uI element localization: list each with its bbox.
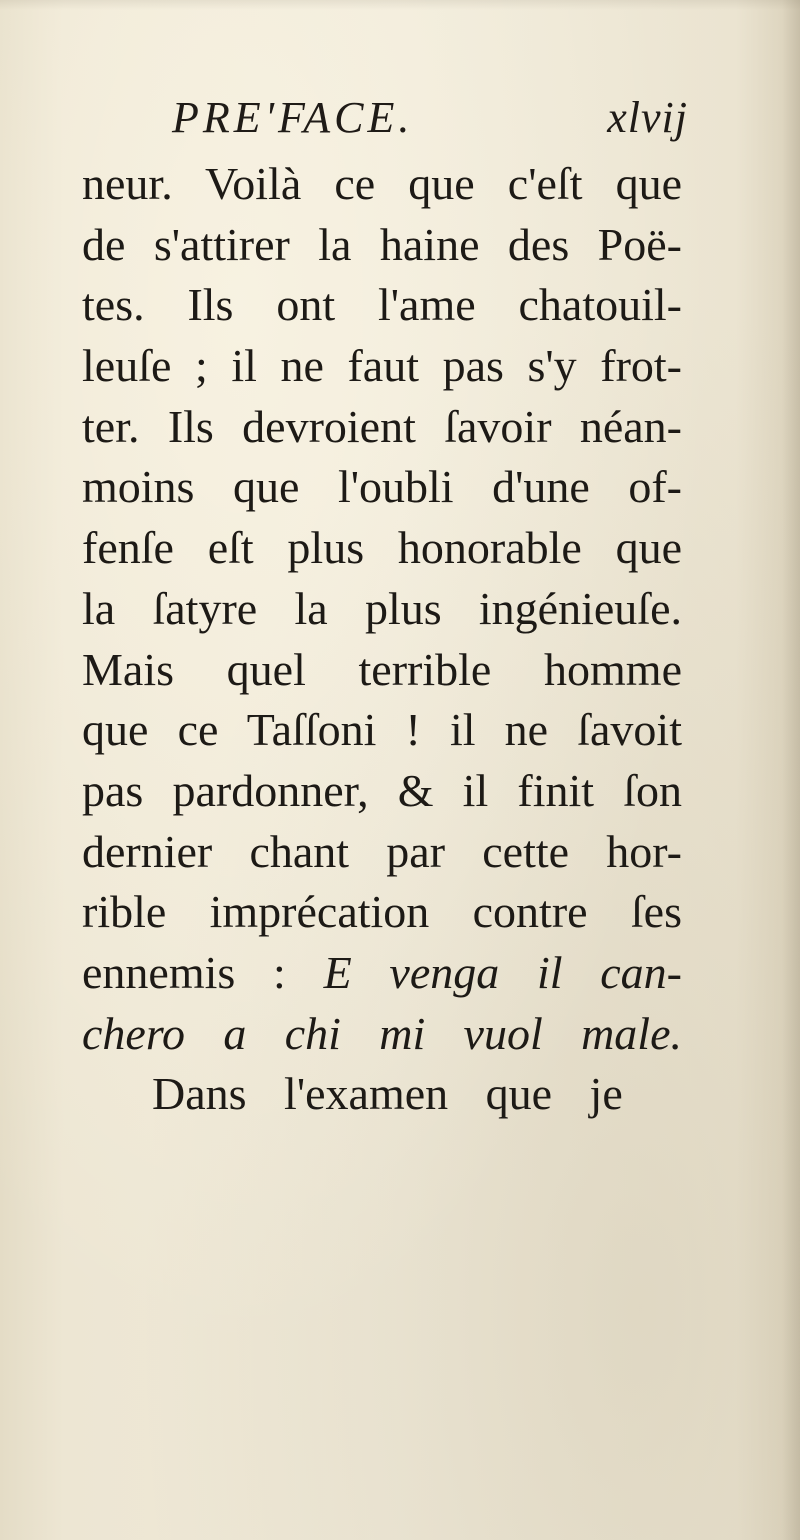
text-line-8: la ſatyre la plus ingénieuſe.: [82, 582, 682, 634]
text-line-2: de s'attirer la haine des Poë-: [82, 218, 682, 270]
text-line-7: fenſe eſt plus honorable que: [82, 522, 682, 574]
text-line-11: pas pardonner, & il finit ſon: [82, 764, 682, 816]
text-line-5: ter. Ils devroient ſavoir néan-: [82, 400, 682, 452]
text-line-12: dernier chant par cette hor-: [82, 825, 682, 877]
text-line-1: neur. Voilà ce que c'eſt que: [82, 158, 682, 209]
page-right-edge-shadow: [782, 0, 800, 1540]
text-line-15: [82, 1004, 682, 1065]
text-line-3: tes. Ils ont l'ame chatouil-: [82, 279, 682, 331]
text-line-6: moins que l'oubli d'une of-: [82, 461, 682, 513]
page-number: xlvij: [607, 93, 688, 142]
text-line-14: [82, 943, 682, 1004]
text-line-13: rible imprécation contre ſes: [82, 886, 682, 938]
text-line-15-italic: chero a chi mi vuol male.: [82, 1007, 682, 1059]
text-line-10: que ce Taſſoni ! il ne ſavoit: [82, 704, 682, 756]
text-line-14-italic: E venga il can-: [323, 946, 683, 998]
page-top-edge-shadow: [0, 0, 800, 10]
page-text-block: [82, 92, 688, 1125]
text-line-9: Mais quel terrible homme: [82, 643, 682, 695]
text-line-14-roman: ennemis :: [82, 946, 324, 998]
text-line-16: Dans l'examen que je: [152, 1068, 623, 1120]
running-head: [82, 92, 688, 154]
running-head-title: PRE'FACE.: [172, 93, 414, 142]
text-line-4: leuſe ; il ne faut pas s'y frot-: [82, 340, 682, 392]
